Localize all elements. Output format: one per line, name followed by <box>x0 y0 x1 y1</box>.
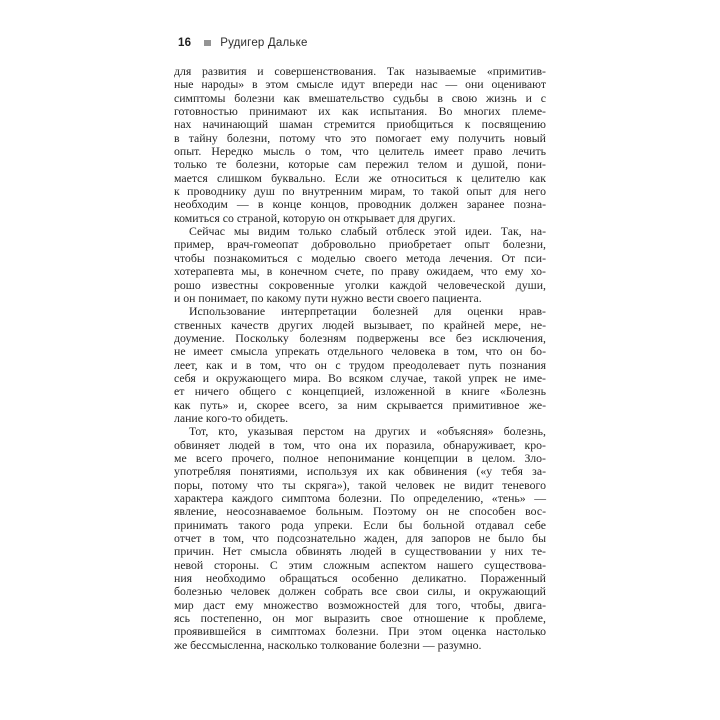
text-line: и он понимает, по какому пути нужно вести своего пациента. <box>174 290 482 305</box>
text-line: хотерапевта мы, в конечном счете, по праву ожидаем, что ему хо- <box>174 264 546 279</box>
text-block <box>174 65 546 652</box>
text-line: симптомы болезни как вмешательство судьбы в свою жизнь и с <box>174 90 546 105</box>
text-line: как путь» и, скорее всего, за ним скрывается примитивное же- <box>174 397 546 412</box>
paragraph <box>174 225 546 305</box>
text-line: характера каждого симптома болезни. По определению, «тень» — <box>174 491 546 505</box>
text-line: только те болезни, которые сам пережил телом и душой, пони- <box>174 157 546 172</box>
text-line: ясь постепенно, он мог выразить свое отношение к проблеме, <box>174 611 546 626</box>
page-number: 16 <box>178 37 192 49</box>
text-line: проявившейся в симптомах болезни. При этом оценка настолько <box>174 624 546 639</box>
square-bullet-icon <box>204 40 211 46</box>
paragraph <box>174 305 546 425</box>
text-line: необходим — в конце концов, проводник должен заранее позна- <box>174 197 546 212</box>
text-line: ственных качеств других людей вызывает, по крайней мере, не- <box>174 317 546 332</box>
text-line: готовностью принимают их как испытания. Во многих племе- <box>174 104 546 119</box>
text-line: Тот, кто, указывая перстом на других и «объясняя» болезнь, <box>189 424 546 439</box>
text-line: опыт. Нередко мысль о том, что целитель имеет право лечить <box>174 144 546 159</box>
text-line: доумение. Поскольку болезням подвержены все без исключения, <box>174 330 546 345</box>
text-line: леет, как и в том, что он с трудом преодолевает путь познания <box>174 357 546 372</box>
text-line: нах начинающий шаман стремится приобщиться к посвящению <box>174 117 546 132</box>
author-name: Рудигер Дальке <box>220 37 308 49</box>
text-line: же бессмысленна, насколько толкование болезни — разумно. <box>174 637 482 652</box>
paragraph <box>174 65 546 225</box>
text-line: к проводнику душ по внутренним мирам, то такой опыт для него <box>174 184 546 199</box>
running-header <box>178 37 308 49</box>
text-line: лание кого-то обидеть. <box>174 410 289 425</box>
text-line: употребляя понятиями, используя их как обвинения («у тебя за- <box>174 464 546 479</box>
paragraph <box>174 425 546 652</box>
text-line: принимать такого рода упреки. Если бы больной отдавал себе <box>174 517 546 532</box>
text-line: Сейчас мы видим только слабый отблеск этой идеи. Так, на- <box>189 224 546 239</box>
text-line: себя и окружающего мира. Во всяком случае, такой упрек не име- <box>174 370 546 385</box>
text-line: ет ничего общего с концепцией, изложенной в книге «Болезнь <box>174 384 546 399</box>
text-line: для развития и совершенствования. Так называемые «примитив- <box>174 64 546 78</box>
text-line: чтобы познакомиться с моделью своего метода лечения. От пси- <box>174 250 546 265</box>
text-line: отчет в том, что подсознательно жаден, для запоров не было бы <box>174 531 546 546</box>
text-line: пример, врач-гомеопат добровольно приобретает опыт болезни, <box>174 237 546 252</box>
text-line: обвиняет людей в том, что она их поразила, обнаруживает, кро- <box>174 437 546 452</box>
text-line: рошо известны сокровенные уголки каждой человеческой души, <box>174 277 546 292</box>
text-line: поры, потому что ты скряга»), такой человек не видит теневого <box>174 477 546 492</box>
text-line: не имеет смысла упрекать отдельного человека в том, что он бо- <box>174 344 546 359</box>
text-line: в тайну болезни, потому что это помогает ему получить новый <box>174 130 546 145</box>
text-line: ме всего прочего, полное непонимание концепции в целом. Зло- <box>174 450 546 465</box>
text-line: Использование интерпретации болезней для оценки нрав- <box>189 304 546 319</box>
text-line: комиться со страной, которую он открывает для других. <box>174 210 456 225</box>
text-line: ния необходимо обращаться особенно деликатно. Пораженный <box>174 571 546 586</box>
text-line: причин. Нет смысла обвинять людей в существовании у них те- <box>174 544 546 559</box>
text-line: мается слишком буквально. Если же относиться к целителю как <box>174 170 546 185</box>
text-line: болезнью человек должен собрать все свои силы, и окружающий <box>174 584 546 599</box>
text-line: ные народы» в этом смысле идут впереди нас — они оценивают <box>174 77 546 92</box>
text-line: невой стороны. С этим сложным аспектом нашего существова- <box>174 557 546 572</box>
text-line: явление, неосознаваемое больным. Поэтому он не способен вос- <box>174 504 546 519</box>
text-line: мир даст ему множество возможностей для того, чтобы, двига- <box>174 597 546 612</box>
